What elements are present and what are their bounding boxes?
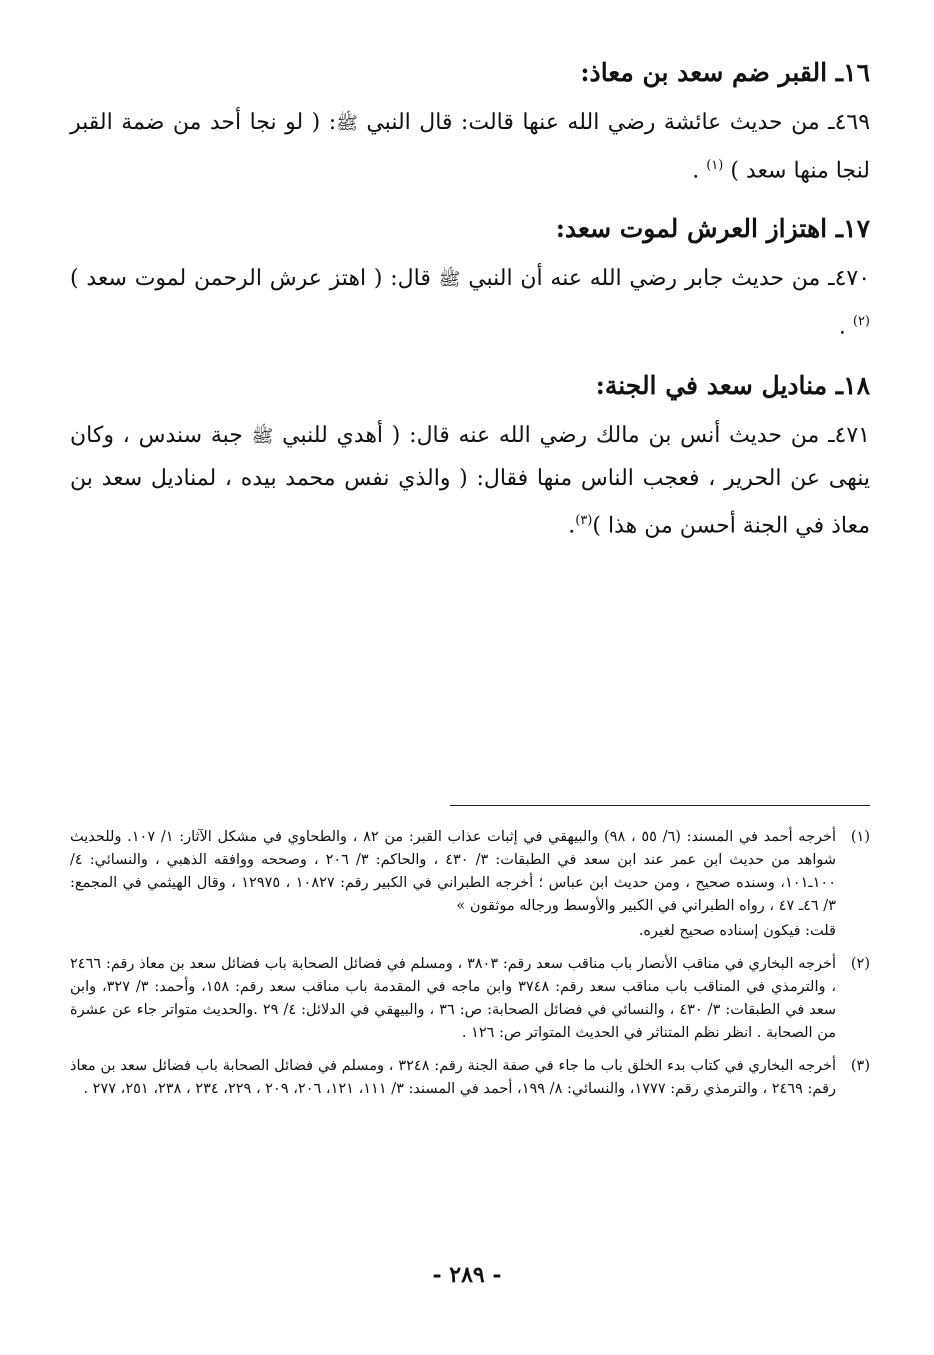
- hadith-text: : ( لو نجا أحد من ضمة القبر لنجا منها سعد ): [70, 110, 870, 184]
- hadith-text: قال: ( اهتز عرش الرحمن لموت سعد ): [70, 266, 439, 292]
- hadith-471: [70, 415, 870, 547]
- hadith-text: ٤٦٩ـ من حديث عائشة رضي الله عنها قالت: قال النبي: [357, 110, 871, 135]
- footnote-marker[interactable]: (٣): [575, 512, 593, 528]
- hadith-text: .: [692, 158, 707, 184]
- hadith-text: ٤٧١ـ من حديث أنس بن مالك رضي الله عنه قال: ( أهدي للنبي: [273, 422, 870, 448]
- footnote-text: أخرجه البخاري في مناقب الأنصار باب مناقب سعد رقم: ٣٨٠٣ ، ومسلم في فضائل الصحابة باب فضائل سعد بن معاذ رقم: ٢٤٦٦ ، والترمذي في المناقب باب مناقب سعد رقم: ٣٧٤٨ وابن ماجه في المقدمة باب مناقب سعد رقم: ١٥٨، وأحمد: ٣/ ٣٢٧، وابن سعد في الطبقات: ٣/ ٤٣٠ ، والنسائي في فضائل الصحابة: ص: ٣٦ ، والبيهقي في الدلائل: ٤/ ٢٩ .والحديث متواتر جاء عن عشرة من الصحابة . انظر نظم المتناثر في الحديث المتواتر ص: ١٢٦ .: [70, 956, 837, 1041]
- page-number: - ٢٨٩ -: [432, 1262, 502, 1288]
- salutation-mark: ﷺ: [251, 425, 274, 447]
- section-heading-18: ١٨ـ مناديل سعد في الجنة:: [595, 370, 870, 400]
- hadith-text: .: [838, 314, 853, 340]
- footnote-number: (١): [850, 829, 870, 845]
- footnote-text: أخرجه البخاري في كتاب بدء الخلق باب ما جاء في صفة الجنة رقم: ٣٢٤٨ ، ومسلم في فضائل الصحابة باب فضائل سعد بن معاذ رقم: ٢٤٦٩ ، والترمذي رقم: ١٧٧٧، والنسائي: ٨/ ١٩٩، أحمد في المسند: ٣/ ١١١، ١٢١، ٢٠٦، ٢٠٩ ، ٢٢٩، ٢٣٤ ، ٢٣٨، ٢٥١، ٢٧٧ .: [70, 1058, 836, 1097]
- footnote-marker[interactable]: (٢): [852, 314, 870, 330]
- footnote-1: [70, 826, 870, 918]
- footnote-separator: [450, 805, 870, 806]
- hadith-470: [70, 258, 870, 348]
- salutation-mark: ﷺ: [438, 269, 461, 291]
- main-text: [70, 50, 870, 561]
- hadith-text: جبة سندس ، وكان ينهى عن الحرير ، فعجب الناس منها فقال: ( والذي نفس محمد بيده ، لمناديل سعد بن معاذ في الجنة أحسن من هذا ): [70, 422, 870, 538]
- footnote-marker[interactable]: (١): [706, 158, 724, 173]
- footnote-number: (٣): [850, 1058, 870, 1074]
- footnote-text: أخرجه أحمد في المسند: (٦/ ٥٥ ، ٩٨) والبيهقي في إثبات عذاب القبر: من ٨٢ ، والطحاوي في مشكل الآثار: ١/ ١٠٧. وللحديث شواهد من حديث ابن عمر عند ابن سعد في الطبقات: ٣/ ٤٣٠ ، والحاكم: ٣/ ٢٠٦ ، وصححه ووافقه الذهبي ، والنسائي: ٤/ ١٠٠ـ١٠١، وسنده صحيح ، ومن حديث ابن عباس ؛ أخرجه الطبراني في الكبير رقم: ١٠٨٢٧ ، ١٢٩٧٥ ، وقال الهيثمي في المجمع: ٣/ ٤٦ـ ٤٧ ، رواه الطبراني في الكبير والأوسط ورجاله موثقون »: [70, 829, 837, 914]
- section-heading-16: ١٦ـ القبر ضم سعد بن معاذ:: [580, 58, 870, 87]
- footnote-3: [70, 1055, 870, 1101]
- hadith-text: ٤٧٠ـ من حديث جابر رضي الله عنه أن النبي: [460, 266, 871, 292]
- hadith-469: [70, 102, 870, 192]
- section-heading-17: ١٧ـ اهتزاز العرش لموت سعد:: [555, 214, 870, 244]
- footnote-number: (٢): [850, 956, 870, 972]
- footnote-2: [70, 953, 870, 1045]
- footnotes: [70, 826, 870, 1111]
- hadith-text: .: [568, 512, 576, 538]
- footnote-comment: قلت: فيكون إسناده صحيح لغيره.: [638, 923, 836, 939]
- salutation-mark: ﷺ: [336, 113, 358, 134]
